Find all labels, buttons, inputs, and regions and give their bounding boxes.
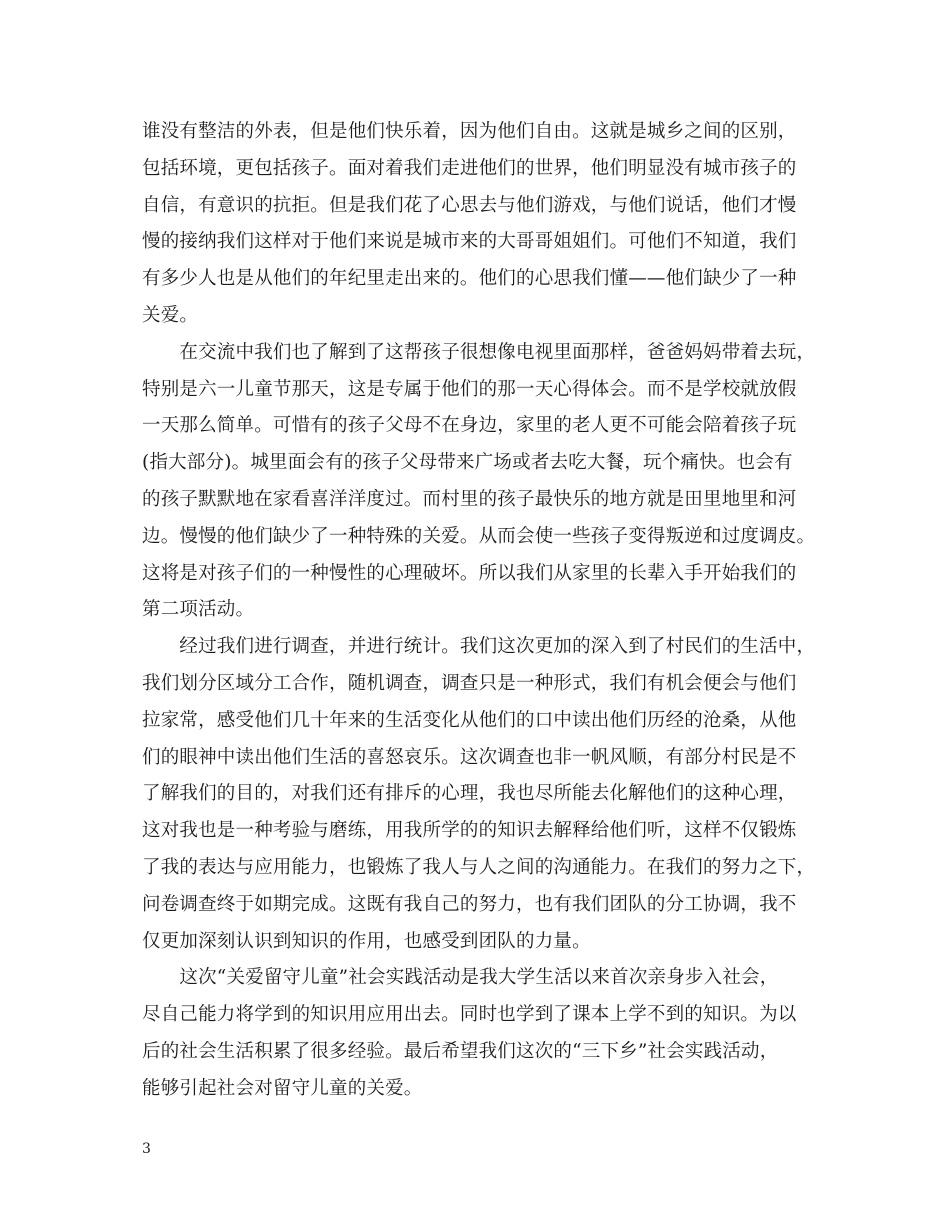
text-line: 在交流中我们也了解到了这帮孩子很想像电视里面那样，爸爸妈妈带着去玩， xyxy=(142,341,816,363)
text-line: 一天那么简单。可惜有的孩子父母不在身边，家里的老人更不可能会陪着孩子玩 xyxy=(142,415,797,437)
text-line: 们的眼神中读出他们生活的喜怒哀乐。这次调查也非一帆风顺，有部分村民是不 xyxy=(142,746,797,768)
text-line: 特别是六一儿童节那天，这是专属于他们的那一天心得体会。而不是学校就放假 xyxy=(142,378,797,400)
text-line: (指大部分)。城里面会有的孩子父母带来广场或者去吃大餐，玩个痛快。也会有 xyxy=(142,452,793,474)
text-line: 尽自己能力将学到的知识用应用出去。同时也学到了课本上学不到的知识。为以 xyxy=(142,1004,797,1026)
body-text xyxy=(142,114,822,1108)
text-line: 自信，有意识的抗拒。但是我们花了心思去与他们游戏，与他们说话，他们才慢 xyxy=(142,194,797,216)
text-line: 能够引起社会对留守儿童的关爱。 xyxy=(142,1077,423,1099)
text-line: 有多少人也是从他们的年纪里走出来的。他们的心思我们懂——他们缺少了一种 xyxy=(142,268,797,290)
text-line: 拉家常，感受他们几十年来的生活变化从他们的口中读出他们历经的沧桑，从他 xyxy=(142,709,797,731)
text-line: 了我的表达与应用能力，也锻炼了我人与人之间的沟通能力。在我们的努力之下， xyxy=(142,856,816,878)
text-line: 仅更加深刻认识到知识的作用，也感受到团队的力量。 xyxy=(142,930,591,952)
text-line: 我们划分区域分工合作，随机调查，调查只是一种形式，我们有机会便会与他们 xyxy=(142,672,797,694)
text-line: 经过我们进行调查，并进行统计。我们这次更加的深入到了村民们的生活中， xyxy=(142,636,816,658)
text-line: 了解我们的目的，对我们还有排斥的心理，我也尽所能去化解他们的这种心理， xyxy=(142,783,797,805)
text-line: 谁没有整洁的外表，但是他们快乐着，因为他们自由。这就是城乡之间的区别， xyxy=(142,121,797,142)
text-line: 这对我也是一种考验与磨练，用我所学的的知识去解释给他们听，这样不仅锻炼 xyxy=(142,820,797,842)
text-line: 慢的接纳我们这样对于他们来说是城市来的大哥哥姐姐们。可他们不知道，我们 xyxy=(142,231,797,253)
text-line: 边。慢慢的他们缺少了一种特殊的关爱。从而会使一些孩子变得叛逆和过度调皮。 xyxy=(142,525,816,547)
text-line: 第二项活动。 xyxy=(142,599,255,621)
text-line: 的孩子默默地在家看喜洋洋度过。而村里的孩子最快乐的地方就是田里地里和河 xyxy=(142,488,797,510)
text-line: 后的社会生活积累了很多经验。最后希望我们这次的“三下乡”社会实践活动， xyxy=(142,1040,779,1062)
text-line: 这次“关爱留守儿童”社会实践活动是我大学生活以来首次亲身步入社会， xyxy=(142,967,779,989)
text-line: 问卷调查终于如期完成。这既有我自己的努力，也有我们团队的分工协调，我不 xyxy=(142,893,797,915)
text-line: 这将是对孩子们的一种慢性的心理破坏。所以我们从家里的长辈入手开始我们的 xyxy=(142,562,797,584)
text-line: 关爱。 xyxy=(142,304,199,326)
page-number: 3 xyxy=(142,1141,151,1157)
text-line: 包括环境，更包括孩子。面对着我们走进他们的世界，他们明显没有城市孩子的 xyxy=(142,157,797,179)
